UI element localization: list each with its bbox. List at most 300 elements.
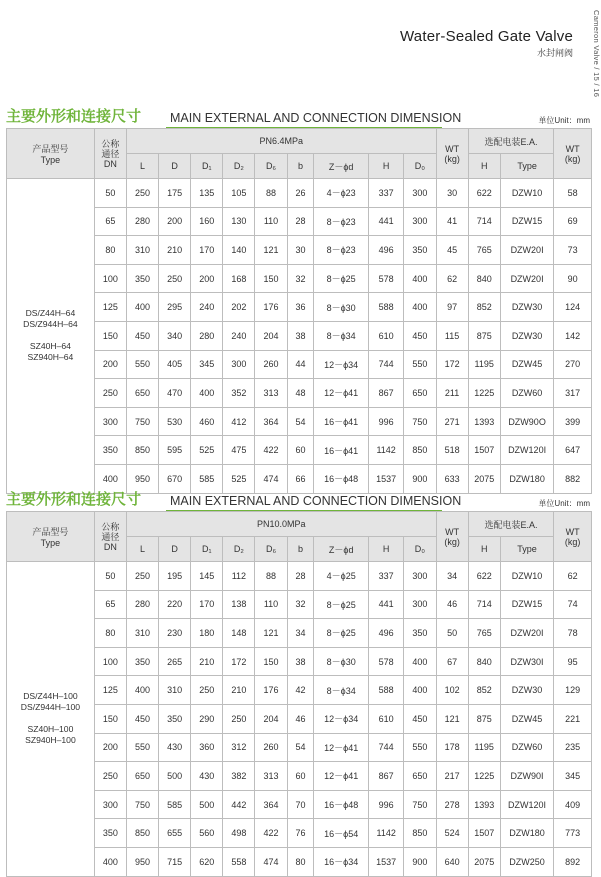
- table-cell: 110: [255, 590, 287, 619]
- table-cell: 200: [159, 207, 191, 236]
- section-heading: [6, 489, 592, 511]
- table-cell: 12－ϕ41: [314, 733, 369, 762]
- table-cell: 240: [191, 293, 223, 322]
- table-cell: 400: [94, 464, 126, 493]
- table-cell: 350: [126, 647, 158, 676]
- table-cell: 412: [223, 407, 255, 436]
- table-cell: 382: [223, 762, 255, 791]
- table-cell: 170: [191, 590, 223, 619]
- table-cell: 80: [94, 236, 126, 265]
- table-cell: 312: [223, 733, 255, 762]
- table-cell: 67: [436, 647, 468, 676]
- table-cell: 550: [404, 733, 436, 762]
- table-cell: 867: [369, 762, 404, 791]
- table-cell: 400: [191, 379, 223, 408]
- table-cell: 38: [287, 321, 314, 350]
- table-cell: 350: [404, 619, 436, 648]
- table-row: [7, 733, 592, 762]
- table-cell: 588: [368, 293, 403, 322]
- table-cell: 16－ϕ48: [314, 464, 369, 493]
- table-cell: 50: [94, 179, 126, 208]
- table-cell: 125: [94, 293, 126, 322]
- table-cell: 210: [191, 647, 223, 676]
- table-cell: 422: [255, 819, 287, 848]
- table-cell: 110: [255, 207, 287, 236]
- table-cell: 337: [369, 562, 404, 591]
- table-cell: 430: [191, 762, 223, 791]
- table-cell: 129: [554, 676, 592, 705]
- actuator-column-header: H: [468, 537, 500, 562]
- table-cell: 518: [436, 436, 468, 465]
- table-cell: 280: [191, 321, 223, 350]
- table-cell: 300: [404, 590, 436, 619]
- table-cell: 405: [159, 350, 191, 379]
- table-cell: 65: [94, 207, 126, 236]
- table-cell: 558: [223, 847, 255, 876]
- table-cell: 441: [369, 590, 404, 619]
- table-cell: 195: [159, 562, 191, 591]
- table-row: [7, 436, 592, 465]
- table-cell: 1393: [468, 790, 500, 819]
- table-cell: 996: [369, 790, 404, 819]
- table-cell: 66: [287, 464, 314, 493]
- table-cell: 250: [94, 762, 126, 791]
- table-cell: 1142: [369, 819, 404, 848]
- table-cell: 882: [554, 464, 592, 493]
- table-cell: 1195: [468, 350, 500, 379]
- table-cell: 474: [255, 847, 287, 876]
- table-cell: 744: [369, 733, 404, 762]
- table-cell: 610: [369, 704, 404, 733]
- table-cell: 2075: [468, 847, 500, 876]
- model-header: 产品型号 Type: [7, 512, 95, 562]
- section-title-en: MAIN EXTERNAL AND CONNECTION DIMENSION: [170, 111, 462, 125]
- table-cell: 300: [94, 790, 126, 819]
- table-cell: DZW250: [500, 847, 554, 876]
- column-header: D₆: [255, 537, 287, 562]
- table-cell: 88: [255, 562, 287, 591]
- table-cell: 48: [287, 379, 314, 408]
- table-cell: 45: [436, 236, 468, 265]
- column-header: b: [287, 154, 314, 179]
- table-cell: 12－ϕ41: [314, 379, 369, 408]
- table-cell: 135: [191, 179, 223, 208]
- table-cell: 1537: [369, 847, 404, 876]
- table-cell: 364: [255, 407, 287, 436]
- table-cell: 115: [436, 321, 468, 350]
- table-row: [7, 847, 592, 876]
- pressure-header: PN10.0MPa: [126, 512, 436, 537]
- table-cell: 8－ϕ25: [314, 619, 369, 648]
- table-cell: 250: [94, 379, 126, 408]
- table-cell: DZW15: [500, 207, 554, 236]
- table-cell: 867: [368, 379, 403, 408]
- table-cell: 200: [94, 733, 126, 762]
- column-header: D: [159, 154, 191, 179]
- table-cell: 217: [436, 762, 468, 791]
- table-cell: 95: [554, 647, 592, 676]
- model-cell: DS/Z44H–64 DS/Z944H–64 SZ40H–64 SZ940H–64: [7, 179, 95, 494]
- table-row: [7, 350, 592, 379]
- table-cell: 138: [223, 590, 255, 619]
- table-cell: 750: [404, 790, 436, 819]
- dn-header: 公称 通径 DN: [94, 129, 126, 179]
- table-cell: DZW90O: [500, 407, 554, 436]
- table-cell: 450: [404, 704, 436, 733]
- weight-header: WT (kg): [436, 129, 468, 179]
- table-cell: 100: [94, 647, 126, 676]
- table-cell: 160: [191, 207, 223, 236]
- table-cell: 230: [159, 619, 191, 648]
- table-cell: 313: [255, 762, 287, 791]
- table-cell: 500: [191, 790, 223, 819]
- table-cell: 850: [126, 436, 158, 465]
- table-cell: 54: [287, 733, 314, 762]
- table-cell: 650: [126, 379, 158, 408]
- table-row: [7, 676, 592, 705]
- table-cell: 36: [287, 293, 314, 322]
- table-cell: 8－ϕ23: [314, 207, 369, 236]
- table-cell: 124: [554, 293, 592, 322]
- table-cell: 44: [287, 350, 314, 379]
- table-cell: DZW180: [500, 819, 554, 848]
- table-cell: 295: [159, 293, 191, 322]
- table-cell: 496: [368, 236, 403, 265]
- table-cell: 2075: [468, 464, 500, 493]
- table-cell: 340: [159, 321, 191, 350]
- table-cell: 950: [126, 464, 158, 493]
- table-cell: 168: [223, 264, 255, 293]
- table-cell: 714: [468, 207, 500, 236]
- table-cell: 250: [126, 179, 158, 208]
- table-cell: 578: [368, 264, 403, 293]
- table-cell: 210: [159, 236, 191, 265]
- column-header: Z－ϕd: [314, 154, 369, 179]
- table-cell: 260: [255, 733, 287, 762]
- table-cell: 450: [404, 321, 436, 350]
- table-cell: 112: [223, 562, 255, 591]
- table-cell: 102: [436, 676, 468, 705]
- column-header: Z－ϕd: [314, 537, 369, 562]
- table-cell: 441: [368, 207, 403, 236]
- table-cell: 875: [468, 704, 500, 733]
- table-row: [7, 236, 592, 265]
- table-cell: 42: [287, 676, 314, 705]
- table-cell: 1537: [368, 464, 403, 493]
- actuator-weight-header: WT (kg): [554, 512, 592, 562]
- column-header: b: [287, 537, 314, 562]
- table-cell: 142: [554, 321, 592, 350]
- table-cell: 16－ϕ48: [314, 790, 369, 819]
- actuator-weight-header: WT (kg): [554, 129, 592, 179]
- table-cell: 310: [159, 676, 191, 705]
- table-cell: 1225: [468, 762, 500, 791]
- table-cell: 744: [368, 350, 403, 379]
- table-cell: 496: [369, 619, 404, 648]
- table-cell: 210: [223, 676, 255, 705]
- table-cell: 850: [404, 819, 436, 848]
- table-cell: 400: [404, 647, 436, 676]
- table-cell: 350: [94, 819, 126, 848]
- table-cell: 364: [255, 790, 287, 819]
- table-cell: 280: [126, 207, 158, 236]
- table-cell: DZW30I: [500, 647, 554, 676]
- table-cell: 70: [287, 790, 314, 819]
- table-cell: 650: [126, 762, 158, 791]
- table-cell: 337: [368, 179, 403, 208]
- table-cell: 475: [223, 436, 255, 465]
- section-title-cn: 主要外形和连接尺寸: [6, 108, 142, 125]
- table-cell: 524: [436, 819, 468, 848]
- table-cell: DZW120I: [500, 436, 554, 465]
- table-cell: 622: [468, 179, 500, 208]
- table-cell: DZW20I: [500, 264, 554, 293]
- table-cell: 442: [223, 790, 255, 819]
- dimension-section-pn64: [6, 106, 592, 494]
- column-header: D₀: [404, 537, 436, 562]
- table-cell: 470: [159, 379, 191, 408]
- table-cell: DZW60: [500, 733, 554, 762]
- table-cell: 58: [554, 179, 592, 208]
- table-cell: 585: [191, 464, 223, 493]
- table-cell: 578: [369, 647, 404, 676]
- table-cell: 525: [191, 436, 223, 465]
- table-cell: 350: [159, 704, 191, 733]
- table-cell: 840: [468, 264, 500, 293]
- table-cell: 30: [436, 179, 468, 208]
- table-cell: 69: [554, 207, 592, 236]
- table-row: [7, 207, 592, 236]
- table-cell: 204: [255, 704, 287, 733]
- section-title-cn: 主要外形和连接尺寸: [6, 491, 142, 508]
- table-cell: 220: [159, 590, 191, 619]
- table-cell: 28: [287, 207, 314, 236]
- table-cell: 240: [223, 321, 255, 350]
- table-row: [7, 179, 592, 208]
- table-cell: DZW45: [500, 350, 554, 379]
- table-cell: 150: [94, 321, 126, 350]
- table-cell: 50: [94, 562, 126, 591]
- table-cell: 148: [223, 619, 255, 648]
- table-cell: 78: [554, 619, 592, 648]
- table-cell: 130: [223, 207, 255, 236]
- table-cell: 422: [255, 436, 287, 465]
- table-cell: 409: [554, 790, 592, 819]
- table-cell: 1195: [468, 733, 500, 762]
- table-cell: 1507: [468, 819, 500, 848]
- dimension-table: [6, 511, 592, 877]
- table-cell: DZW30: [500, 293, 554, 322]
- column-header: D₂: [223, 537, 255, 562]
- table-cell: 121: [255, 236, 287, 265]
- table-cell: 750: [126, 407, 158, 436]
- table-cell: 300: [404, 207, 436, 236]
- table-cell: 714: [468, 590, 500, 619]
- table-cell: 176: [255, 676, 287, 705]
- column-header: D₁: [191, 537, 223, 562]
- table-cell: 221: [554, 704, 592, 733]
- table-cell: 204: [255, 321, 287, 350]
- table-cell: 900: [404, 464, 436, 493]
- section-underline: [166, 127, 442, 128]
- table-cell: 16－ϕ41: [314, 436, 369, 465]
- table-cell: 38: [287, 647, 314, 676]
- table-cell: DZW120I: [500, 790, 554, 819]
- table-cell: 650: [404, 379, 436, 408]
- table-cell: 620: [191, 847, 223, 876]
- pressure-header: PN6.4MPa: [126, 129, 436, 154]
- table-cell: 560: [191, 819, 223, 848]
- weight-header: WT (kg): [436, 512, 468, 562]
- table-cell: 16－ϕ34: [314, 847, 369, 876]
- table-cell: 200: [191, 264, 223, 293]
- table-cell: 150: [255, 647, 287, 676]
- table-cell: 80: [94, 619, 126, 648]
- column-header: D₂: [223, 154, 255, 179]
- table-cell: 121: [255, 619, 287, 648]
- table-cell: 360: [191, 733, 223, 762]
- table-cell: 12－ϕ34: [314, 350, 369, 379]
- table-cell: 588: [369, 676, 404, 705]
- table-cell: 350: [126, 264, 158, 293]
- table-cell: 400: [404, 264, 436, 293]
- table-cell: 530: [159, 407, 191, 436]
- table-cell: 450: [126, 704, 158, 733]
- table-cell: 765: [468, 619, 500, 648]
- table-cell: 278: [436, 790, 468, 819]
- table-cell: DZW180: [500, 464, 554, 493]
- table-cell: 145: [191, 562, 223, 591]
- table-cell: 773: [554, 819, 592, 848]
- dimension-section-pn100: [6, 489, 592, 877]
- table-cell: 400: [126, 676, 158, 705]
- table-cell: 16－ϕ54: [314, 819, 369, 848]
- table-cell: 8－ϕ30: [314, 647, 369, 676]
- table-cell: 300: [223, 350, 255, 379]
- dn-header: 公称 通径 DN: [94, 512, 126, 562]
- table-cell: 8－ϕ34: [314, 321, 369, 350]
- table-cell: 750: [404, 407, 436, 436]
- table-cell: 550: [404, 350, 436, 379]
- table-cell: DZW30: [500, 321, 554, 350]
- table-cell: 650: [404, 762, 436, 791]
- table-cell: 350: [94, 436, 126, 465]
- table-cell: 498: [223, 819, 255, 848]
- table-cell: 996: [368, 407, 403, 436]
- table-cell: DZW10: [500, 179, 554, 208]
- table-cell: 622: [468, 562, 500, 591]
- table-cell: 640: [436, 847, 468, 876]
- table-cell: 172: [223, 647, 255, 676]
- table-row: [7, 407, 592, 436]
- table-cell: 46: [436, 590, 468, 619]
- table-cell: 610: [368, 321, 403, 350]
- table-cell: 450: [126, 321, 158, 350]
- side-page-label: Cameron Valve / 15 / 16: [592, 10, 601, 98]
- table-cell: 100: [94, 264, 126, 293]
- table-row: [7, 762, 592, 791]
- table-cell: 350: [404, 236, 436, 265]
- table-cell: 400: [94, 847, 126, 876]
- table-cell: 28: [287, 562, 314, 591]
- table-cell: 655: [159, 819, 191, 848]
- table-cell: 73: [554, 236, 592, 265]
- table-cell: 202: [223, 293, 255, 322]
- table-cell: 271: [436, 407, 468, 436]
- table-cell: 65: [94, 590, 126, 619]
- table-cell: 150: [94, 704, 126, 733]
- model-header: 产品型号 Type: [7, 129, 95, 179]
- section-heading: [6, 106, 592, 128]
- table-cell: 670: [159, 464, 191, 493]
- table-cell: 250: [159, 264, 191, 293]
- table-cell: 317: [554, 379, 592, 408]
- table-cell: 399: [554, 407, 592, 436]
- table-row: [7, 819, 592, 848]
- section-title-en: MAIN EXTERNAL AND CONNECTION DIMENSION: [170, 494, 462, 508]
- table-cell: 16－ϕ41: [314, 407, 369, 436]
- table-cell: 60: [287, 436, 314, 465]
- page-title-cn: 水封闸阀: [536, 48, 573, 58]
- table-row: [7, 562, 592, 591]
- unit-label: 单位Unit：mm: [538, 116, 590, 125]
- table-cell: 46: [287, 704, 314, 733]
- table-cell: 34: [436, 562, 468, 591]
- table-cell: 54: [287, 407, 314, 436]
- table-cell: 265: [159, 647, 191, 676]
- table-cell: 60: [287, 762, 314, 791]
- table-row: [7, 321, 592, 350]
- table-cell: 400: [404, 676, 436, 705]
- table-cell: 41: [436, 207, 468, 236]
- actuator-column-header: Type: [500, 154, 554, 179]
- table-cell: 352: [223, 379, 255, 408]
- column-header: D: [159, 537, 191, 562]
- column-header: D₆: [255, 154, 287, 179]
- table-cell: 50: [436, 619, 468, 648]
- table-cell: 178: [436, 733, 468, 762]
- table-cell: 460: [191, 407, 223, 436]
- table-cell: 260: [255, 350, 287, 379]
- actuator-header: 选配电装E.A.: [468, 512, 554, 537]
- table-cell: 900: [404, 847, 436, 876]
- table-cell: 62: [554, 562, 592, 591]
- table-cell: 105: [223, 179, 255, 208]
- column-header: L: [126, 537, 158, 562]
- table-cell: 310: [126, 236, 158, 265]
- table-cell: 765: [468, 236, 500, 265]
- table-cell: DZW20I: [500, 619, 554, 648]
- table-cell: 850: [126, 819, 158, 848]
- table-cell: DZW90I: [500, 762, 554, 791]
- table-row: [7, 264, 592, 293]
- table-row: [7, 379, 592, 408]
- table-row: [7, 790, 592, 819]
- table-cell: 550: [126, 733, 158, 762]
- table-cell: 270: [554, 350, 592, 379]
- table-cell: DZW45: [500, 704, 554, 733]
- table-cell: 170: [191, 236, 223, 265]
- table-cell: 150: [255, 264, 287, 293]
- table-cell: 525: [223, 464, 255, 493]
- table-cell: 172: [436, 350, 468, 379]
- table-cell: 8－ϕ25: [314, 264, 369, 293]
- table-cell: 500: [159, 762, 191, 791]
- table-cell: 8－ϕ25: [314, 590, 369, 619]
- table-cell: 1142: [368, 436, 403, 465]
- model-cell: DS/Z44H–100 DS/Z944H–100 SZ40H–100 SZ940H–100: [7, 562, 95, 877]
- table-row: [7, 647, 592, 676]
